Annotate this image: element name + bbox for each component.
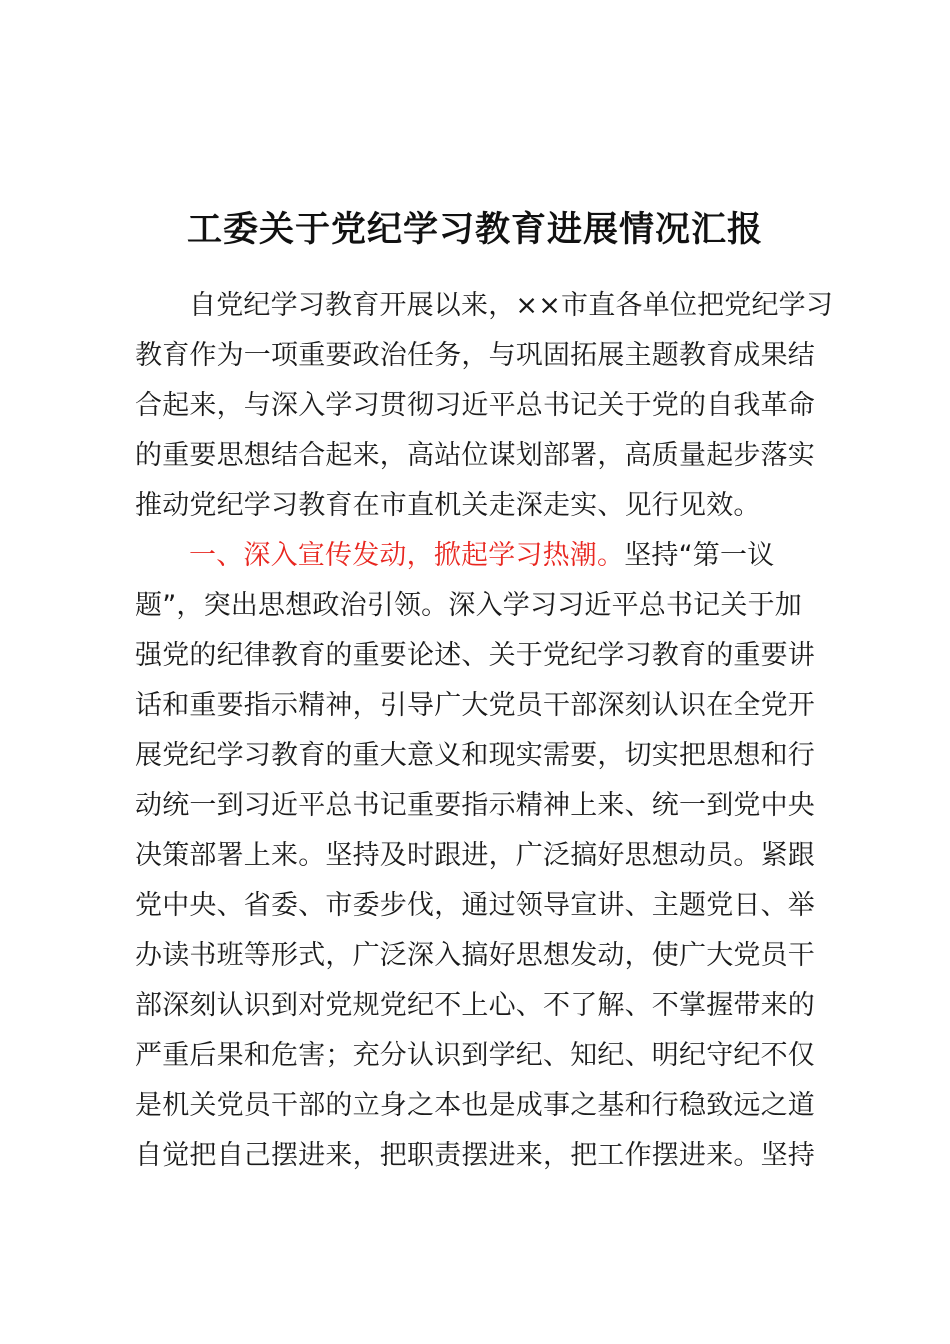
- text-line: 的重要思想结合起来，高站位谋划部署，高质量起步落实: [135, 440, 815, 471]
- text-line: 动统一到习近平总书记重要指示精神上来、统一到党中央: [135, 790, 815, 821]
- paragraph-intro: [135, 281, 835, 531]
- text-line: 题”，突出思想政治引领。深入学习习近平总书记关于加: [135, 590, 802, 621]
- text-line: 部深刻认识到对党规党纪不上心、不了解、不掌握带来的: [135, 990, 815, 1021]
- text-line: 办读书班等形式，广泛深入搞好思想发动，使广大党员干: [135, 940, 815, 971]
- document-body: [135, 281, 835, 1181]
- text-line: 自觉把自己摆进来，把职责摆进来，把工作摆进来。坚持: [135, 1140, 815, 1171]
- page-title: 工委关于党纪学习教育进展情况汇报: [186, 210, 763, 250]
- text-segment: 坚持“第一议: [624, 540, 775, 571]
- text-line: 话和重要指示精神，引导广大党员干部深刻认识在全党开: [135, 690, 815, 721]
- section-heading: 一、深入宣传发动，掀起学习热潮。: [189, 540, 625, 571]
- text-line: 教育作为一项重要政治任务，与巩固拓展主题教育成果结: [135, 340, 815, 371]
- text-line: 是机关党员干部的立身之本也是成事之基和行稳致远之道: [135, 1090, 815, 1121]
- text-line: 展党纪学习教育的重大意义和现实需要，切实把思想和行: [135, 740, 815, 771]
- text-line: 自党纪学习教育开展以来，××市直各单位把党纪学习: [189, 290, 834, 321]
- section-heading-line: [135, 531, 835, 581]
- paragraph-section-one: [135, 531, 835, 1181]
- text-line: 推动党纪学习教育在市直机关走深走实、见行见效。: [135, 490, 761, 521]
- text-line: 强党的纪律教育的重要论述、关于党纪学习教育的重要讲: [135, 640, 815, 671]
- text-line: 党中央、省委、市委步伐，通过领导宣讲、主题党日、举: [135, 890, 815, 921]
- text-line: 决策部署上来。坚持及时跟进，广泛搞好思想动员。紧跟: [135, 840, 815, 871]
- text-line: 合起来，与深入学习贯彻习近平总书记关于党的自我革命: [135, 390, 815, 421]
- text-line: 严重后果和危害；充分认识到学纪、知纪、明纪守纪不仅: [135, 1040, 815, 1071]
